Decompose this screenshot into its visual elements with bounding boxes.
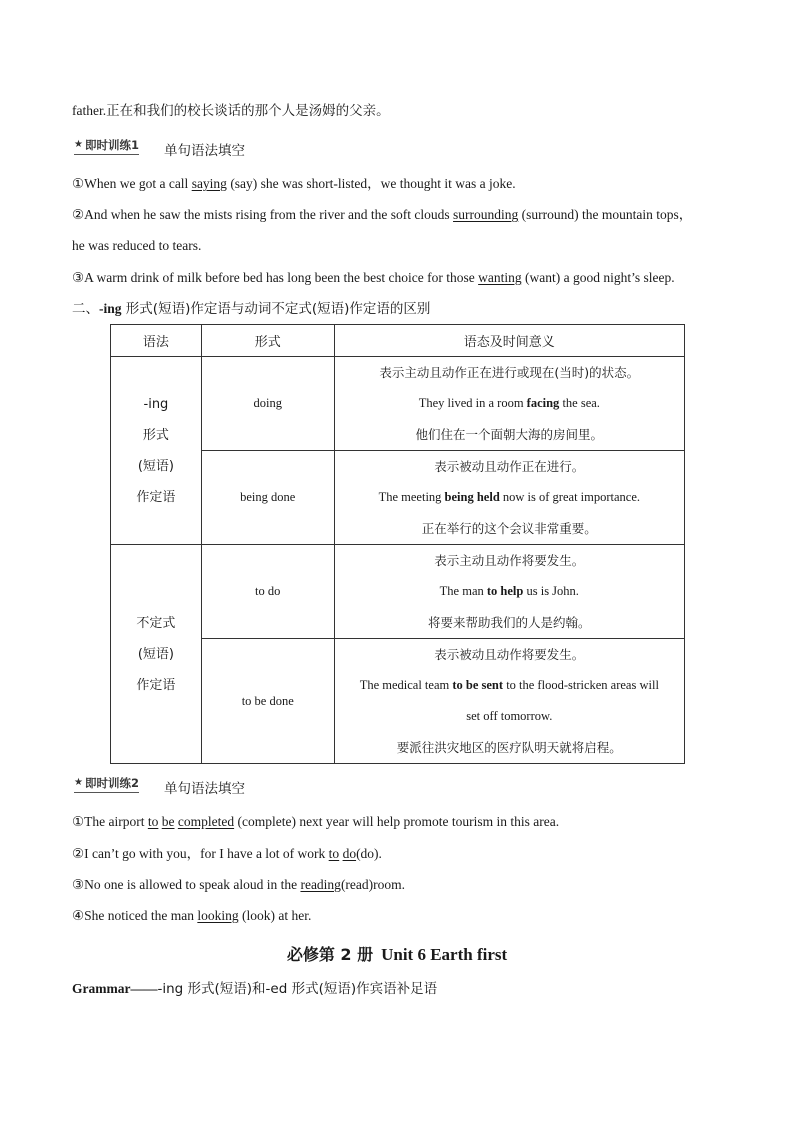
category-line: 不定式 <box>136 615 176 631</box>
meaning-zh: 表示主动且动作将要发生。 <box>434 553 585 568</box>
item-answer: completed <box>177 814 235 829</box>
item-text: And when he saw the mists rising from the river and the soft clouds <box>84 207 454 222</box>
example-text: The man <box>439 584 487 598</box>
item-answer: wanting <box>478 270 522 285</box>
practice2-item <box>72 813 559 831</box>
item-answer: to <box>328 846 340 861</box>
meaning-zh: 表示被动且动作将要发生。 <box>434 647 585 662</box>
practice2-item <box>72 907 311 925</box>
grammar-heading <box>72 980 437 998</box>
example-text: The meeting <box>378 490 445 504</box>
item-text: (do). <box>356 846 382 861</box>
item-number: ① <box>72 176 85 191</box>
meaning-cell <box>334 639 684 764</box>
section-number: 二、 <box>72 301 99 317</box>
item-number: ② <box>72 846 85 861</box>
example-text: us is John. <box>523 584 579 598</box>
item-text: I can’t go with you，for I have a lot of work <box>84 846 329 861</box>
practice1-item <box>72 206 692 224</box>
table-header-row <box>111 325 685 357</box>
item-number: ④ <box>72 908 85 923</box>
example-text: the sea. <box>559 396 600 410</box>
category-line: 作定语 <box>136 677 176 693</box>
practice1-badge <box>74 138 139 155</box>
meaning-cell <box>334 357 684 451</box>
meaning-zh: 表示被动且动作正在进行。 <box>434 459 585 474</box>
example-en-continued: set off tomorrow. <box>466 709 553 723</box>
grammar-label: Grammar—— <box>72 981 158 996</box>
example-text: now is of great importance. <box>499 490 641 504</box>
example-bold: to be sent <box>452 678 504 692</box>
table-row <box>111 545 685 639</box>
item-text: The airport <box>84 814 148 829</box>
category-line: -ing <box>143 396 169 412</box>
practice1-item <box>72 269 675 287</box>
practice1-badge-label: 即时训练1 <box>84 138 139 152</box>
item-text: No one is allowed to speak aloud in the <box>84 877 301 892</box>
example-en <box>339 388 680 419</box>
practice2-badge-label: 即时训练2 <box>84 776 139 790</box>
example-en <box>339 576 680 607</box>
item-answer: surrounding <box>453 207 519 222</box>
category-infinitive <box>111 545 202 764</box>
example-zh: 要派往洪灾地区的医疗队明天就将启程。 <box>396 740 622 755</box>
example-text: They lived in a room <box>418 396 527 410</box>
example-text: The medical team <box>359 678 453 692</box>
section-title: 形式(短语)作定语与动词不定式(短语)作定语的区别 <box>121 301 431 317</box>
practice1-title: 单句语法填空 <box>164 143 245 159</box>
header-grammar: 语法 <box>111 325 202 357</box>
meaning-zh: 表示主动且动作正在进行或现在(当时)的状态。 <box>379 365 640 380</box>
header-form: 形式 <box>201 325 334 357</box>
item-text: (read)room. <box>340 877 406 892</box>
form-cell: being done <box>201 451 334 545</box>
item-answer: reading <box>300 877 341 892</box>
category-line: (短语) <box>137 646 174 662</box>
item-answer: be <box>161 814 175 829</box>
practice2-badge <box>74 776 139 793</box>
header-meaning: 语态及时间意义 <box>334 325 684 357</box>
example-bold: facing <box>526 396 560 410</box>
item-text: She noticed the man <box>84 908 198 923</box>
practice2-title: 单句语法填空 <box>164 781 245 797</box>
item-text: A warm drink of milk before bed has long been the best choice for those <box>84 270 479 285</box>
star-icon: ★ <box>74 139 83 150</box>
item-number: ① <box>72 814 85 829</box>
practice1-item <box>72 175 516 193</box>
category-line: (短语) <box>137 458 174 474</box>
unit-title-zh: 必修第 2 册 <box>286 945 374 964</box>
unit-title <box>0 942 794 965</box>
category-line: 形式 <box>142 427 169 443</box>
intro-line <box>72 102 390 120</box>
meaning-cell <box>334 451 684 545</box>
item-answer: looking <box>197 908 239 923</box>
example-zh: 正在举行的这个会议非常重要。 <box>421 521 597 536</box>
practice1-item-continued <box>72 237 201 255</box>
item-number: ③ <box>72 270 85 285</box>
item-text: (surround) the mountain tops， <box>518 207 693 222</box>
example-bold: being held <box>444 490 500 504</box>
section-bold: -ing <box>99 301 122 316</box>
item-number: ② <box>72 207 85 222</box>
star-icon: ★ <box>74 777 83 788</box>
example-en <box>339 482 680 513</box>
intro-english: father. <box>72 103 107 118</box>
item-text: (say) she was short-listed，we thought it was a joke. <box>226 176 516 191</box>
item-text: (want) a good night’s sleep. <box>521 270 675 285</box>
example-text: to the flood-stricken areas will <box>503 678 659 692</box>
item-text: (complete) next year will help promote tourism in this area. <box>234 814 560 829</box>
table-row <box>111 357 685 451</box>
item-answer: saying <box>191 176 227 191</box>
category-line: 作定语 <box>136 489 176 505</box>
unit-title-en: Unit 6 Earth first <box>381 945 508 964</box>
item-answer: do <box>342 846 357 861</box>
item-answer: to <box>147 814 159 829</box>
category-ing <box>111 357 202 545</box>
item-text: When we got a call <box>84 176 192 191</box>
item-text: (look) at her. <box>238 908 312 923</box>
grammar-table <box>110 324 685 764</box>
practice2-item <box>72 845 382 863</box>
section2-heading <box>72 300 430 318</box>
example-zh: 将要来帮助我们的人是约翰。 <box>428 615 591 630</box>
form-cell: to be done <box>201 639 334 764</box>
item-text: he was reduced to tears. <box>72 238 202 253</box>
grammar-topic: -ing 形式(短语)和-ed 形式(短语)作宾语补足语 <box>157 981 438 997</box>
example-zh: 他们住在一个面朝大海的房间里。 <box>415 427 604 442</box>
example-bold: to help <box>486 584 524 598</box>
meaning-cell <box>334 545 684 639</box>
intro-chinese: 正在和我们的校长谈话的那个人是汤姆的父亲。 <box>106 103 390 119</box>
form-cell: doing <box>201 357 334 451</box>
item-number: ③ <box>72 877 85 892</box>
practice2-item <box>72 876 405 894</box>
example-en <box>339 670 680 701</box>
form-cell: to do <box>201 545 334 639</box>
